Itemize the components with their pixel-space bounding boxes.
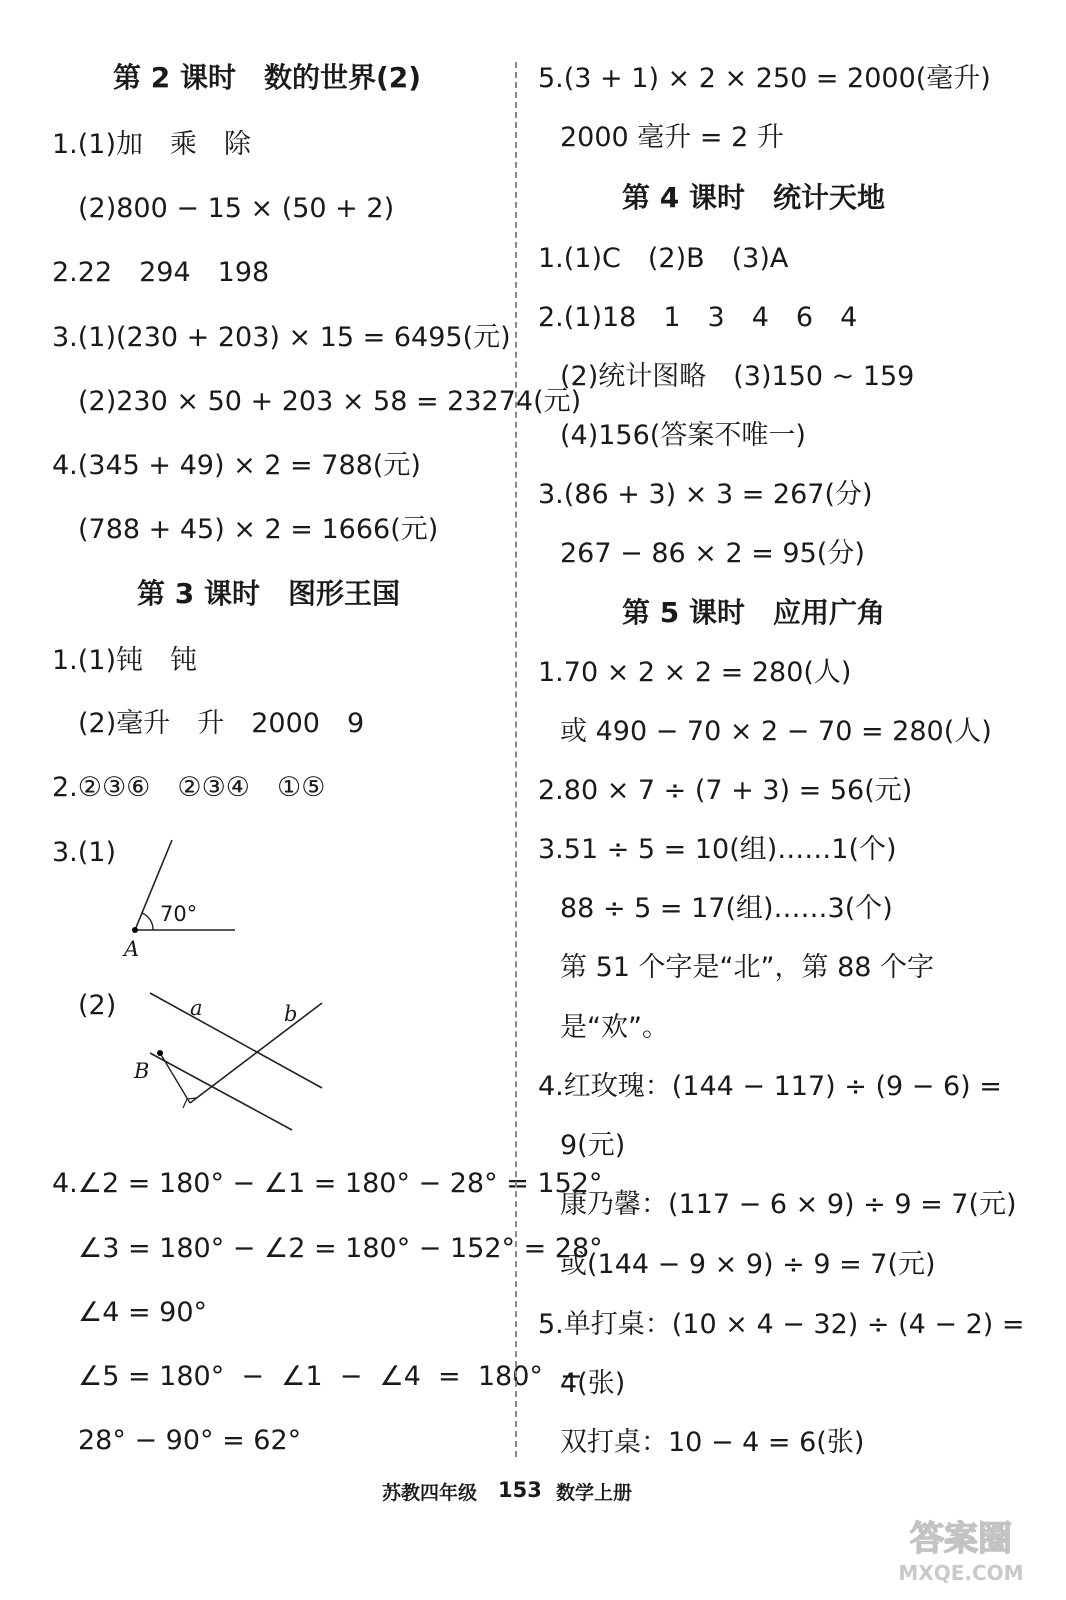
lesson-3-heading: 第 3 课时 图形王国 (137, 577, 400, 610)
answer-line: ∠4 = 90° (78, 1297, 208, 1328)
svg-text:MXQE.COM: MXQE.COM (898, 1561, 1024, 1585)
angle-label: 70° (160, 902, 198, 926)
lesson-5-heading: 第 5 课时 应用广角 (622, 596, 885, 629)
answer-line: 5.(3 + 1) × 2 × 250 = 2000(毫升) (538, 63, 991, 94)
angle-arc (142, 913, 153, 930)
footer-grade: 苏教四年级 (382, 1482, 478, 1504)
svg-text:答案圈: 答案圈 (910, 1519, 1012, 1559)
answer-line: 267 − 86 × 2 = 95(分) (560, 538, 865, 569)
answer-line: 2.22 294 198 (52, 257, 270, 288)
answer-line: 双打桌：10 − 4 = 6(张) (560, 1427, 865, 1458)
footer-book-title: 数学上册 (556, 1482, 633, 1504)
line-through-b (150, 1053, 292, 1130)
answer-line: ∠5 = 180° − ∠1 − ∠4 = 180° − (78, 1361, 583, 1392)
answer-line: (2)800 − 15 × (50 + 2) (78, 193, 395, 224)
answer-line: (2)统计图略 (3)150 ~ 159 (560, 361, 915, 392)
answer-line: 第 51 个字是“北”，第 88 个字 (560, 952, 935, 983)
line-b-label: b (284, 1002, 298, 1026)
point-a-label: A (124, 937, 140, 961)
answer-line: 4.∠2 = 180° − ∠1 = 180° − 28° = 152° (52, 1168, 603, 1199)
answer-line: 3.(1)(230 + 203) × 15 = 6495(元) (52, 322, 511, 353)
answer-line: 1.70 × 2 × 2 = 280(人) (538, 657, 852, 688)
answer-line: 3.(86 + 3) × 3 = 267(分) (538, 479, 873, 510)
answer-line: 2000 毫升 = 2 升 (560, 122, 784, 153)
column-divider (515, 62, 517, 1457)
answer-line: 康乃馨：(117 − 6 × 9) ÷ 9 = 7(元) (560, 1189, 1017, 1220)
answer-line: 1.(1)C (2)B (3)A (538, 243, 789, 274)
answer-line: (2)230 × 50 + 203 × 58 = 23274(元) (78, 386, 582, 417)
answer-line: 3.(1) (52, 837, 117, 868)
line-b (190, 1003, 322, 1103)
answer-line: (2)毫升 升 2000 9 (78, 708, 365, 739)
answer-line: (788 + 45) × 2 = 1666(元) (78, 514, 439, 545)
footer-page-number: 153 (498, 1478, 542, 1502)
answer-line: 2.②③⑥ ②③④ ①⑤ (52, 772, 326, 803)
answer-line: 4(张) (560, 1368, 626, 1399)
lesson-2-heading: 第 2 课时 数的世界(2) (113, 61, 422, 94)
answer-line: 4.(345 + 49) × 2 = 788(元) (52, 450, 421, 481)
answer-line: 是“欢”。 (560, 1012, 669, 1043)
answer-line: (4)156(答案不唯一) (560, 420, 806, 451)
answer-line: ∠3 = 180° − ∠2 = 180° − 152° = 28° (78, 1233, 603, 1264)
answer-line: 2.80 × 7 ÷ (7 + 3) = 56(元) (538, 775, 913, 806)
answer-line: 88 ÷ 5 = 17(组)……3(个) (560, 893, 893, 924)
answer-line: 3.51 ÷ 5 = 10(组)……1(个) (538, 834, 897, 865)
perpendicular-segment (160, 1053, 190, 1103)
answer-line: 2.(1)18 1 3 4 6 4 (538, 302, 858, 333)
answer-line: 28° − 90° = 62° (78, 1425, 302, 1456)
answer-line: (2) (78, 990, 117, 1021)
watermark-logo (876, 1508, 1046, 1588)
answer-line: 5.单打桌：(10 × 4 − 32) ÷ (4 − 2) = (538, 1309, 1025, 1340)
point-b-label: B (134, 1059, 150, 1083)
answer-line: 4.红玫瑰：(144 − 117) ÷ (9 − 6) = (538, 1071, 1002, 1102)
answer-line: 9(元) (560, 1130, 626, 1161)
answer-line: 或 490 − 70 × 2 − 70 = 280(人) (560, 716, 992, 747)
answer-line: 1.(1)钝 钝 (52, 645, 198, 676)
answer-line: 或(144 − 9 × 9) ÷ 9 = 7(元) (560, 1249, 936, 1280)
line-a-label: a (190, 996, 203, 1020)
lesson-4-heading: 第 4 课时 统计天地 (622, 181, 885, 214)
answer-line: 1.(1)加 乘 除 (52, 129, 252, 160)
perpendicular-figure (120, 985, 330, 1135)
point-b-dot (157, 1050, 163, 1056)
